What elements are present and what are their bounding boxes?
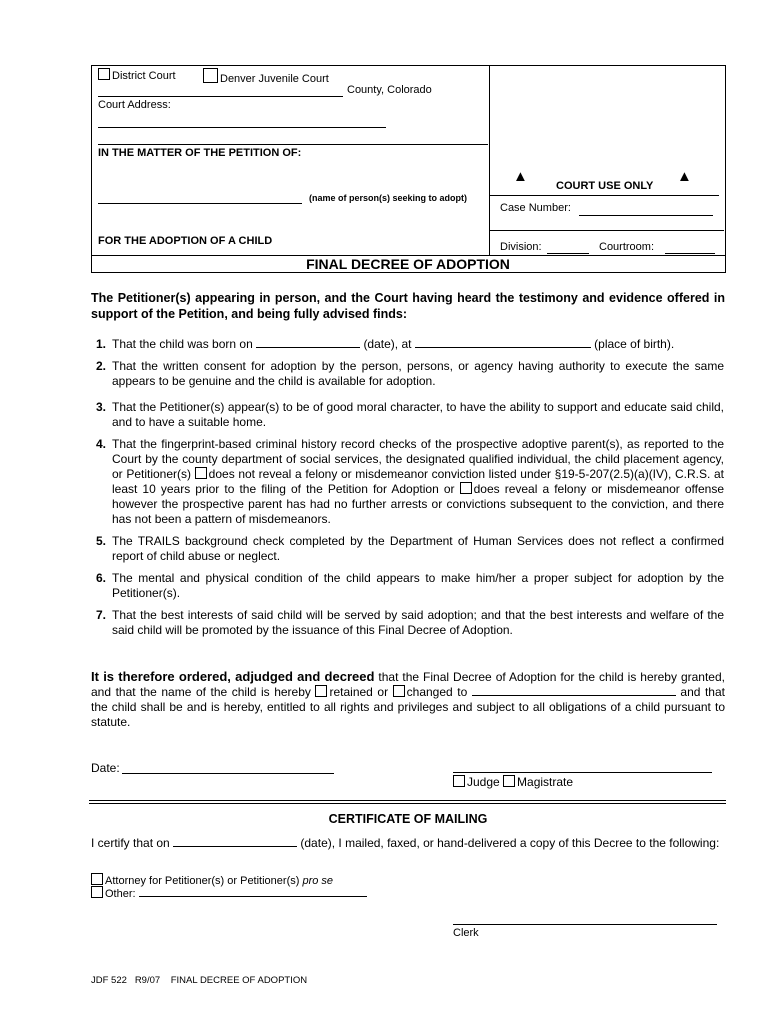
- section-divider: [89, 800, 726, 804]
- certificate-paragraph: [91, 836, 725, 851]
- arrow-right-icon: ▲: [677, 168, 692, 185]
- finding-2-text: That the written consent for adoption by the person, persons, or agency having authority to execute the same appears to be genuine and the child is available for adoption.: [112, 359, 724, 388]
- order-bold: It is therefore ordered, adjudged and decreed: [91, 669, 375, 684]
- denver-row: [203, 68, 329, 85]
- case-rule: [490, 230, 724, 231]
- finding-number: 5.: [95, 534, 106, 548]
- matter-heading: IN THE MATTER OF THE PETITION OF:: [98, 147, 302, 159]
- finding-4-text-a: That the fingerprint-based criminal history record checks of the prospective adoptive parent(s), as reported to the Court by the county department of social services, the designated qualified individual, the child placement agency, or Petitioner(s): [112, 437, 724, 481]
- finding-3: [95, 400, 724, 430]
- court-address-label: Court Address:: [98, 99, 171, 111]
- order-or: or: [377, 685, 389, 699]
- case-number-label: Case Number:: [500, 202, 571, 214]
- changed-label: changed: [406, 685, 453, 699]
- matter-rule: [98, 144, 488, 145]
- mail-date-blank[interactable]: [173, 846, 297, 847]
- birth-date-blank[interactable]: [256, 347, 360, 348]
- judge-checkbox[interactable]: [453, 775, 465, 787]
- county-blank[interactable]: [98, 96, 343, 97]
- finding-number: 7.: [95, 608, 106, 622]
- division-blank[interactable]: [547, 253, 589, 254]
- finding-number: 6.: [95, 571, 106, 585]
- finding-3-text: That the Petitioner(s) appear(s) to be of good moral character, to have the ability to support and educate said child, and to have a suitable home.: [112, 400, 724, 429]
- attorney-label: Attorney for Petitioner(s) or Petitioner(s): [105, 875, 300, 887]
- court-use-rule: [490, 195, 719, 196]
- finding-5: [95, 534, 724, 564]
- finding-7-text: That the best interests of said child will be served by said adoption; and that the best interests and welfare of the said child will be promoted by the issuance of this Final Decree of Adoption.: [112, 608, 724, 637]
- clerk-signature-line[interactable]: [453, 924, 717, 925]
- finding-6-text: The mental and physical condition of the child appears to make him/her a proper subject for adoption by the Petitioner(s).: [112, 571, 724, 600]
- changed-checkbox[interactable]: [393, 685, 405, 697]
- order-text-a: that the Final Decree of Adoption for the child is hereby granted, and that the name of the child is hereby: [91, 670, 725, 699]
- retained-label: retained: [329, 685, 373, 699]
- finding-1-text-b: (date), at: [363, 337, 412, 351]
- magistrate-checkbox[interactable]: [503, 775, 515, 787]
- document-title: FINAL DECREE OF ADOPTION: [306, 256, 510, 272]
- certificate-title: CERTIFICATE OF MAILING: [328, 812, 488, 826]
- attorney-checkbox[interactable]: [91, 873, 103, 885]
- case-number-blank[interactable]: [579, 215, 713, 216]
- does-reveal-checkbox[interactable]: [460, 482, 472, 494]
- court-use-only: COURT USE ONLY: [556, 180, 654, 192]
- other-checkbox[interactable]: [91, 886, 103, 898]
- order-text-b: and that the child shall be and is hereby, entitled to all rights and privileges and subject to all obligations of a child pursuant to statute.: [91, 685, 725, 729]
- finding-4-text-c: does reveal a felony or misdemeanor offense however the prospective parent has had no further arrests or convictions subsequent to the conviction, and there has not been a pattern of misdemeanors.: [112, 482, 724, 526]
- district-court-label: District Court: [112, 70, 176, 82]
- date-blank[interactable]: [122, 773, 334, 774]
- finding-1-text-a: That the child was born on: [112, 337, 253, 351]
- for-adoption-heading: FOR THE ADOPTION OF A CHILD: [98, 235, 273, 247]
- order-paragraph: [91, 669, 725, 730]
- courtroom-label: Courtroom:: [599, 241, 655, 253]
- finding-1-text-c: (place of birth).: [594, 337, 675, 351]
- finding-number: 1.: [95, 337, 106, 351]
- courtroom-blank[interactable]: [665, 253, 715, 254]
- finding-1: [95, 337, 724, 352]
- certificate-text-a: I certify that on: [91, 836, 170, 850]
- petitioner-name-note: (name of person(s) seeking to adopt): [309, 193, 468, 203]
- intro-paragraph: The Petitioner(s) appearing in person, and the Court having heard the testimony and evidence offered in support of the Petition, and being fully advised finds:: [91, 291, 725, 321]
- new-name-blank[interactable]: [472, 695, 676, 696]
- finding-4-text-b: does not reveal a felony or misdemeanor conviction listed under §19-5-207(2.5)(a)(IV), C.R.S. at least 10 years prior to the filing of the Petition for Adoption or: [112, 467, 724, 496]
- magistrate-label: Magistrate: [517, 775, 574, 789]
- does-not-reveal-checkbox[interactable]: [195, 467, 207, 479]
- other-blank[interactable]: [139, 896, 367, 897]
- finding-number: 4.: [95, 437, 106, 451]
- finding-2: [95, 359, 724, 389]
- clerk-label: Clerk: [453, 927, 479, 939]
- attorney-row: [91, 873, 333, 887]
- pro-se-label: pro se: [302, 875, 334, 887]
- finding-7: [95, 608, 724, 638]
- finding-5-text: The TRAILS background check completed by the Department of Human Services does not reflect a confirmed report of child abuse or neglect.: [112, 534, 724, 563]
- judge-signature-line[interactable]: [453, 772, 712, 773]
- court-address-blank[interactable]: [98, 127, 386, 128]
- certificate-text-b: (date), I mailed, faxed, or hand-delivered a copy of this Decree to the following:: [300, 836, 720, 850]
- finding-4: [95, 437, 724, 527]
- judge-label: Judge: [467, 775, 500, 789]
- other-row: [91, 886, 367, 900]
- birth-place-blank[interactable]: [415, 347, 591, 348]
- finding-number: 3.: [95, 400, 106, 414]
- form-footer: JDF 522 R9/07 FINAL DECREE OF ADOPTION: [91, 975, 308, 986]
- caption-divider: [489, 65, 490, 255]
- finding-number: 2.: [95, 359, 106, 373]
- county-label: County, Colorado: [347, 84, 432, 96]
- retained-checkbox[interactable]: [315, 685, 327, 697]
- denver-juvenile-checkbox[interactable]: [203, 68, 218, 83]
- other-label: Other:: [105, 888, 136, 900]
- arrow-left-icon: ▲: [513, 168, 528, 185]
- finding-6: [95, 571, 724, 601]
- court-type-row: [98, 68, 176, 82]
- division-label: Division:: [500, 241, 542, 253]
- denver-juvenile-label: Denver Juvenile Court: [220, 73, 329, 85]
- order-to: to: [457, 685, 468, 699]
- date-label: Date:: [91, 761, 120, 775]
- district-court-checkbox[interactable]: [98, 68, 110, 80]
- judge-row: [453, 775, 573, 789]
- petitioner-name-blank[interactable]: [98, 203, 302, 204]
